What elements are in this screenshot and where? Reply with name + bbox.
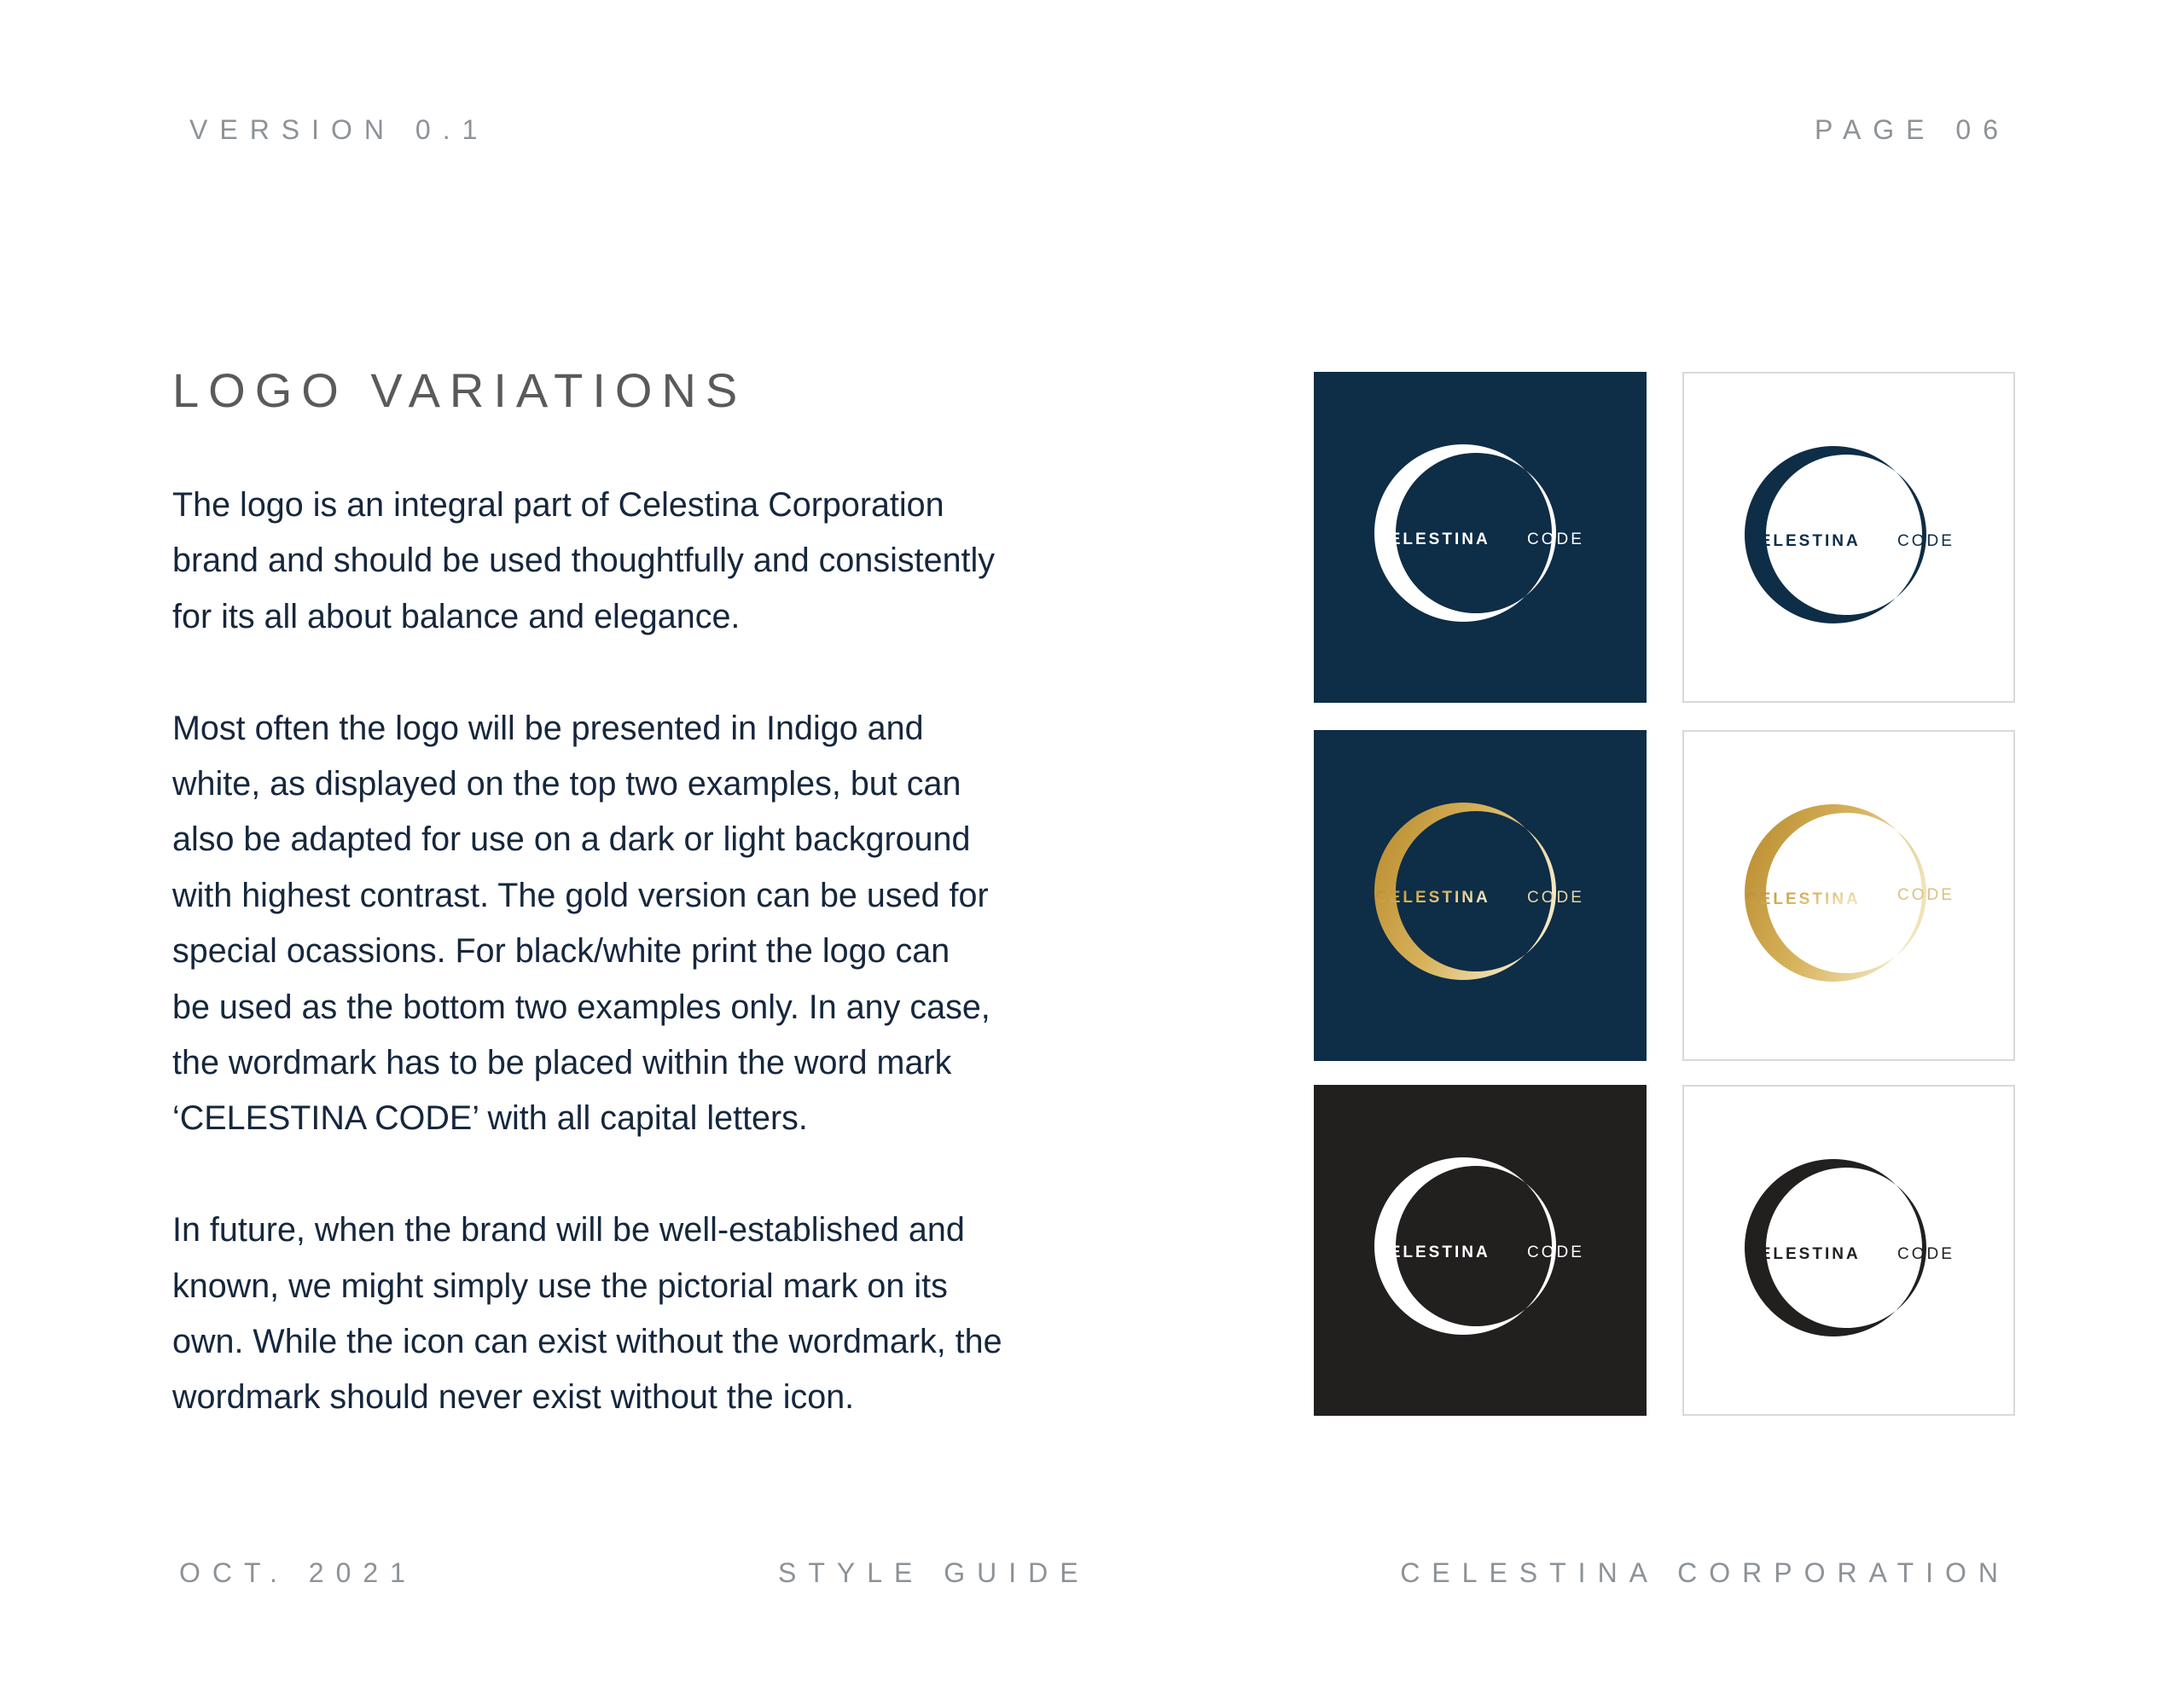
- paragraph-intro: The logo is an integral part of Celestina Corporation brand and should be used thoughtfully and consistently for its all about balance and elegance.: [172, 486, 996, 635]
- wordmark-celestina: CELESTINA: [1745, 890, 1861, 908]
- celestina-logo-icon: [1684, 732, 2017, 1063]
- wordmark-code: CODE: [1897, 532, 1955, 550]
- logo-tile-black-white: [1314, 1085, 1647, 1416]
- wordmark-celestina: CELESTINA: [1745, 1245, 1861, 1263]
- celestina-logo-icon: [1314, 1085, 1647, 1416]
- wordmark-celestina: CELESTINA: [1375, 889, 1490, 907]
- paragraph-colors: Most often the logo will be presented in Indigo and white, as displayed on the top two examples, but can also be adapted for use on a dark or light background with highest contrast. The gold version can be used for special ocassions. For black/white print the logo can be used as the bottom two examples only. In any case, the wordmark has to be placed within the word mark ‘CELESTINA CODE’ with all capital letters.: [172, 709, 990, 1138]
- celestina-logo-icon: [1314, 730, 1647, 1061]
- footer-doc-title: STYLE GUIDE: [778, 1557, 1090, 1588]
- paragraph-future: In future, when the brand will be well-established and known, we might simply use the pictorial mark on its own. While the icon can exist without the wordmark, the wordmark should never exist without the icon.: [172, 1211, 1002, 1417]
- logo-tile-white-gold: [1682, 730, 2015, 1061]
- wordmark-celestina: CELESTINA: [1375, 1244, 1490, 1261]
- logo-tile-white-black: [1682, 1085, 2015, 1416]
- wordmark-code: CODE: [1527, 530, 1584, 548]
- celestina-logo-icon: [1684, 1087, 2017, 1417]
- wordmark-code: CODE: [1527, 889, 1584, 907]
- version-label: VERSION 0.1: [189, 114, 490, 145]
- celestina-logo-icon: [1684, 374, 2017, 704]
- wordmark-code: CODE: [1527, 1244, 1584, 1261]
- footer-company: CELESTINA CORPORATION: [1400, 1557, 2010, 1588]
- logo-tile-white-indigo: [1682, 372, 2015, 703]
- wordmark-celestina: CELESTINA: [1375, 530, 1490, 548]
- wordmark-celestina: CELESTINA: [1745, 532, 1861, 550]
- celestina-logo-icon: [1314, 372, 1647, 703]
- logo-tile-indigo-gold: [1314, 730, 1647, 1061]
- footer-date: OCT. 2021: [179, 1557, 417, 1588]
- page-number: PAGE 06: [1814, 114, 2010, 145]
- body-text: [172, 478, 1111, 1426]
- page-title: LOGO VARIATIONS: [172, 363, 747, 417]
- wordmark-code: CODE: [1897, 1245, 1955, 1263]
- logo-tile-indigo-white: [1314, 372, 1647, 703]
- wordmark-code: CODE: [1897, 886, 1955, 904]
